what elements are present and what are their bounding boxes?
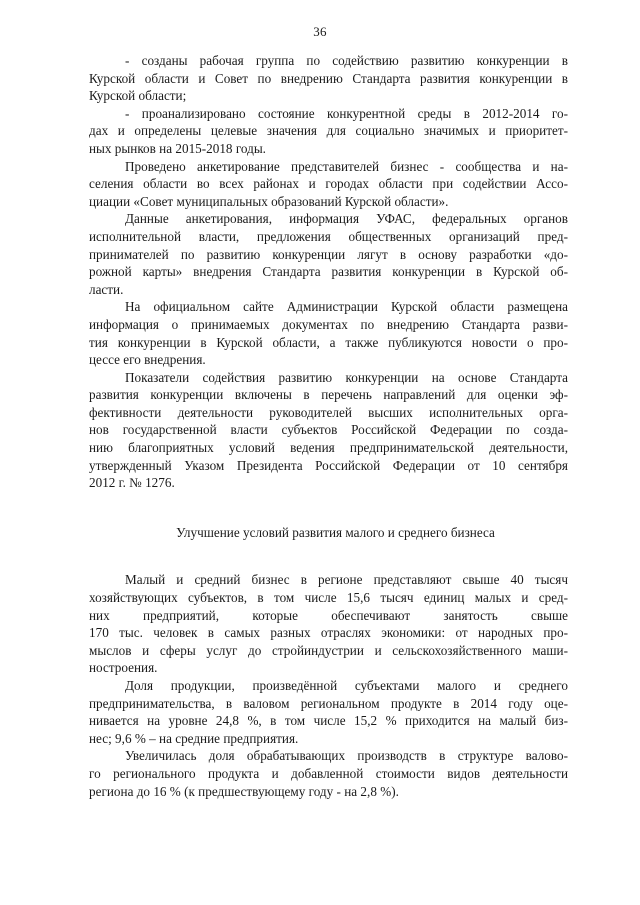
text-line: На официальном сайте Администрации Курской области размещена: [125, 299, 568, 315]
paragraph: [89, 105, 568, 158]
text-line: - созданы рабочая группа по содействию развитию конкуренции в: [125, 53, 568, 68]
text-line: Курской области и Совет по внедрению Стандарта развития конкуренции в: [89, 70, 568, 86]
text-line: ласти.: [89, 281, 124, 297]
text-line: тия конкуренции в Курской области, а также публикуются новости о про-: [89, 334, 568, 350]
text-line: циации «Совет муниципальных образований Курской области».: [89, 193, 449, 209]
text-line: нес; 9,6 % – на средние предприятия.: [89, 730, 299, 746]
paragraph: [89, 369, 568, 492]
text-line: нию благоприятных условий ведения предпринимательской деятельности,: [89, 440, 568, 456]
paragraph: [89, 571, 568, 677]
paragraph: [89, 747, 568, 800]
section-heading: Улучшение условий развития малого и среднего бизнеса: [176, 524, 495, 540]
text-line: развития конкуренции включены в перечень направлений для оценки эф-: [89, 387, 568, 403]
page-body: [89, 52, 568, 800]
text-line: Доля продукции, произведённой субъектами малого и среднего: [125, 678, 568, 693]
text-line: утвержденный Указом Президента Российской Федерации от 10 сентября: [89, 457, 568, 473]
text-line: Увеличилась доля обрабатывающих производств в структуре валово-: [125, 748, 568, 764]
text-line: нов государственной власти субъектов Российской Федерации по созда-: [89, 422, 568, 438]
page-number: 36: [313, 24, 327, 39]
paragraph: [89, 298, 568, 368]
text-line: 2012 г. № 1276.: [89, 475, 175, 491]
paragraph: [89, 52, 568, 105]
text-line: исполнительной власти, предложения общественных организаций пред-: [89, 228, 568, 244]
text-line: Показатели содействия развитию конкуренции на основе Стандарта: [125, 369, 568, 385]
paragraph: [89, 210, 568, 298]
text-line: нивается на уровне 24,8 %, в том числе 15,2 % приходится на малый биз-: [89, 713, 568, 729]
text-line: ностроения.: [89, 660, 158, 676]
text-line: предпринимательства, в валовом региональном продукте в 2014 году оце-: [89, 695, 568, 711]
text-line: дах и определены целевые значения для социально значимых и приоритет-: [89, 123, 568, 139]
text-line: ных рынков на 2015-2018 годы.: [89, 140, 266, 156]
text-line: Данные анкетирования, информация УФАС, федеральных органов: [125, 211, 568, 227]
text-line: 170 тыс. человек в самых разных отраслях экономики: от народных про-: [89, 625, 568, 641]
paragraph: [89, 677, 568, 747]
text-line: селения области во всех районах и городах области при содействии Ассо-: [89, 176, 568, 192]
text-line: хозяйствующих субъектов, в том числе 15,6 тысяч единиц малых и сред-: [89, 590, 568, 606]
paragraph: [89, 158, 568, 211]
text-line: Малый и средний бизнес в регионе представляют свыше 40 тысяч: [125, 572, 568, 588]
text-line: Проведено анкетирование представителей бизнес - сообщества и на-: [125, 158, 568, 174]
text-line: них предприятий, которые обеспечивают занятость свыше: [89, 607, 568, 623]
text-line: рожной карты» внедрения Стандарта развития конкуренции в Курской об-: [89, 264, 568, 280]
text-line: - проанализировано состояние конкурентной среды в 2012-2014 го-: [125, 105, 568, 121]
text-line: цессе его внедрения.: [89, 352, 206, 368]
text-line: Курской области;: [89, 88, 187, 104]
text-line: информация о принимаемых документах по внедрению Стандарта разви-: [89, 316, 568, 332]
text-line: принимателей по развитию конкуренции лягут в основу разработки «до-: [89, 246, 568, 262]
text-line: региона до 16 % (к предшествующему году - на 2,8 %).: [89, 783, 399, 799]
section-intro: [89, 52, 568, 492]
section-small-business: [89, 571, 568, 800]
text-line: го регионального продукта и добавленной стоимости видов деятельности: [89, 765, 568, 781]
text-line: мыслов и сферы услуг до стройиндустрии и сельскохозяйственного маши-: [89, 642, 568, 658]
text-line: фективности деятельности руководителей высших исполнительных орга-: [89, 404, 568, 420]
